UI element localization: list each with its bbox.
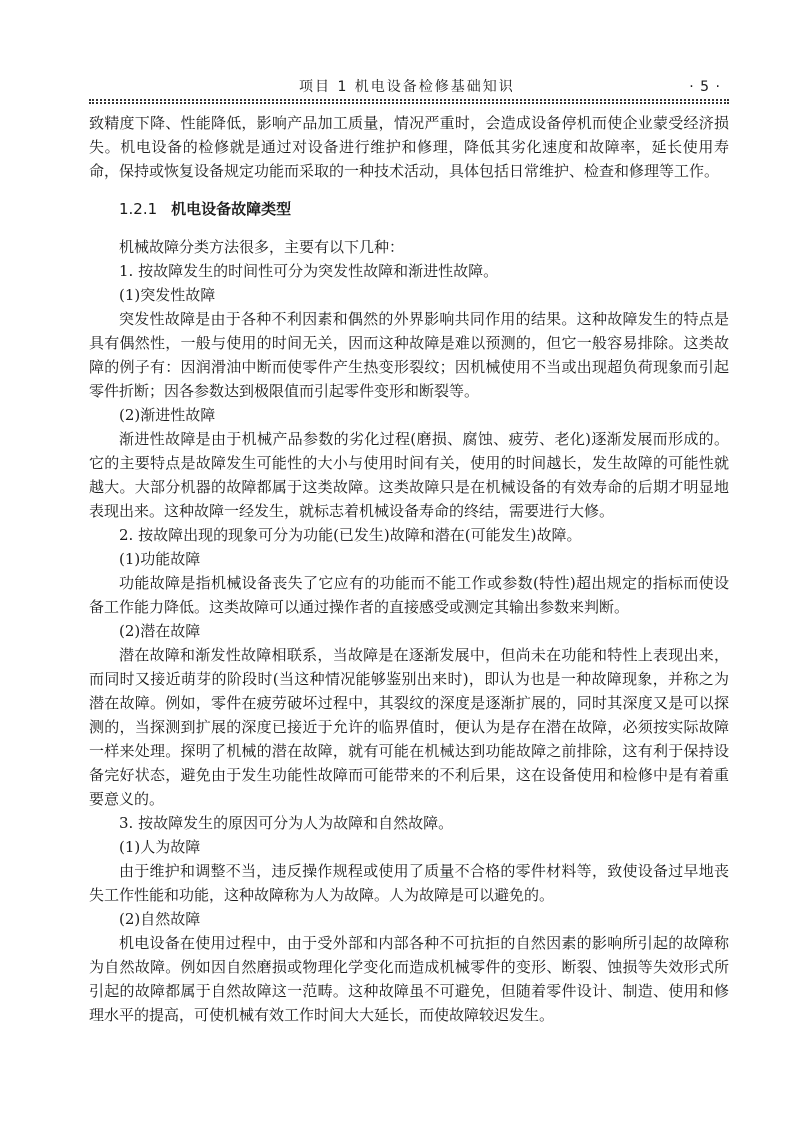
header-title: 项目 1 机电设备检修基础知识 [299, 79, 515, 95]
list-item-2: 2. 按故障出现的现象可分为功能(已发生)故障和潜在(可能发生)故障。 [119, 526, 582, 544]
running-header [89, 78, 729, 100]
intro-paragraph: 致精度下降、性能降低，影响产品加工质量，情况严重时，会造成设备停机而使企业蒙受经济损失。机电设备的检修就是通过对设备进行维护和修理，降低其劣化速度和故障率，延长使用寿命，保持或恢复设备规定功能而采取的一种技术活动，具体包括日常维护、检查和修理等工作。 [89, 114, 729, 180]
subheading-functional-fault: (1)功能故障 [119, 550, 201, 568]
section-number: 1.2.1 [119, 200, 158, 218]
page-number: · 5 · [689, 79, 721, 95]
paragraph-intro-list: 机械故障分类方法很多，主要有以下几种： [119, 238, 405, 256]
paragraph-sudden-fault: 突发性故障是由于各种不利因素和偶然的外界影响共同作用的结果。这种故障发生的特点是具有偶然性，一般与使用的时间无关，因而这种故障是难以预测的，但它一般容易排除。这类故障的例子有：因润滑油中断而使零件产生热变形裂纹；因机械使用不当或出现超负荷现象而引起零件折断；因各参数达到极限值而引起零件变形和断裂等。 [89, 310, 729, 400]
paragraph-natural-fault: 机电设备在使用过程中，由于受外部和内部各种不可抗拒的自然因素的影响所引起的故障称为自然故障。例如因自然磨损或物理化学变化而造成机械零件的变形、断裂、蚀损等失效形式所引起的故障都属于自然故障这一范畴。这种故障虽不可避免，但随着零件设计、制造、使用和修理水平的提高，可使机械有效工作时间大大延长，而使故障较迟发生。 [89, 934, 729, 1024]
page-body [89, 111, 729, 1027]
header-divider [89, 99, 729, 104]
section-heading [119, 197, 729, 221]
paragraph-gradual-fault: 渐进性故障是由于机械产品参数的劣化过程(磨损、腐蚀、疲劳、老化)逐渐发展而形成的。它的主要特点是故障发生可能性的大小与使用时间有关，使用的时间越长，发生故障的可能性就越大。大部分机器的故障都属于这类故障。这类故障只是在机械设备的有效寿命的后期才明显地表现出来。这种故障一经发生，就标志着机械设备寿命的终结，需要进行大修。 [89, 430, 729, 520]
paragraph-human-fault: 由于维护和调整不当，违反操作规程或使用了质量不合格的零件材料等，致使设备过早地丧失工作性能和功能，这种故障称为人为故障。人为故障是可以避免的。 [89, 862, 729, 904]
list-item-3: 3. 按故障发生的原因可分为人为故障和自然故障。 [119, 814, 454, 832]
section-title: 机电设备故障类型 [171, 200, 292, 218]
subheading-sudden-fault: (1)突发性故障 [119, 286, 216, 304]
list-item-1: 1. 按故障发生的时间性可分为突发性故障和渐进性故障。 [119, 262, 499, 280]
subheading-human-fault: (1)人为故障 [119, 838, 201, 856]
paragraph-latent-fault: 潜在故障和渐发性故障相联系，当故障是在逐渐发展中，但尚未在功能和特性上表现出来，而同时又接近萌芽的阶段时(当这种情况能够鉴别出来时)，即认为也是一种故障现象，并称之为潜在故障。例如，零件在疲劳破坏过程中，其裂纹的深度是逐渐扩展的，同时其深度又是可以探测的，当探测到扩展的深度已接近于允许的临界值时，便认为是存在潜在故障，必须按实际故障一样来处理。探明了机械的潜在故障，就有可能在机械达到功能故障之前排除，这有利于保持设备完好状态，避免由于发生功能性故障而可能带来的不利后果，这在设备使用和检修中是有着重要意义的。 [89, 646, 729, 808]
paragraph-functional-fault: 功能故障是指机械设备丧失了它应有的功能而不能工作或参数(特性)超出规定的指标而使设备工作能力降低。这类故障可以通过操作者的直接感受或测定其输出参数来判断。 [89, 574, 729, 616]
subheading-latent-fault: (2)潜在故障 [119, 622, 201, 640]
subheading-gradual-fault: (2)渐进性故障 [119, 406, 216, 424]
subheading-natural-fault: (2)自然故障 [119, 910, 201, 928]
